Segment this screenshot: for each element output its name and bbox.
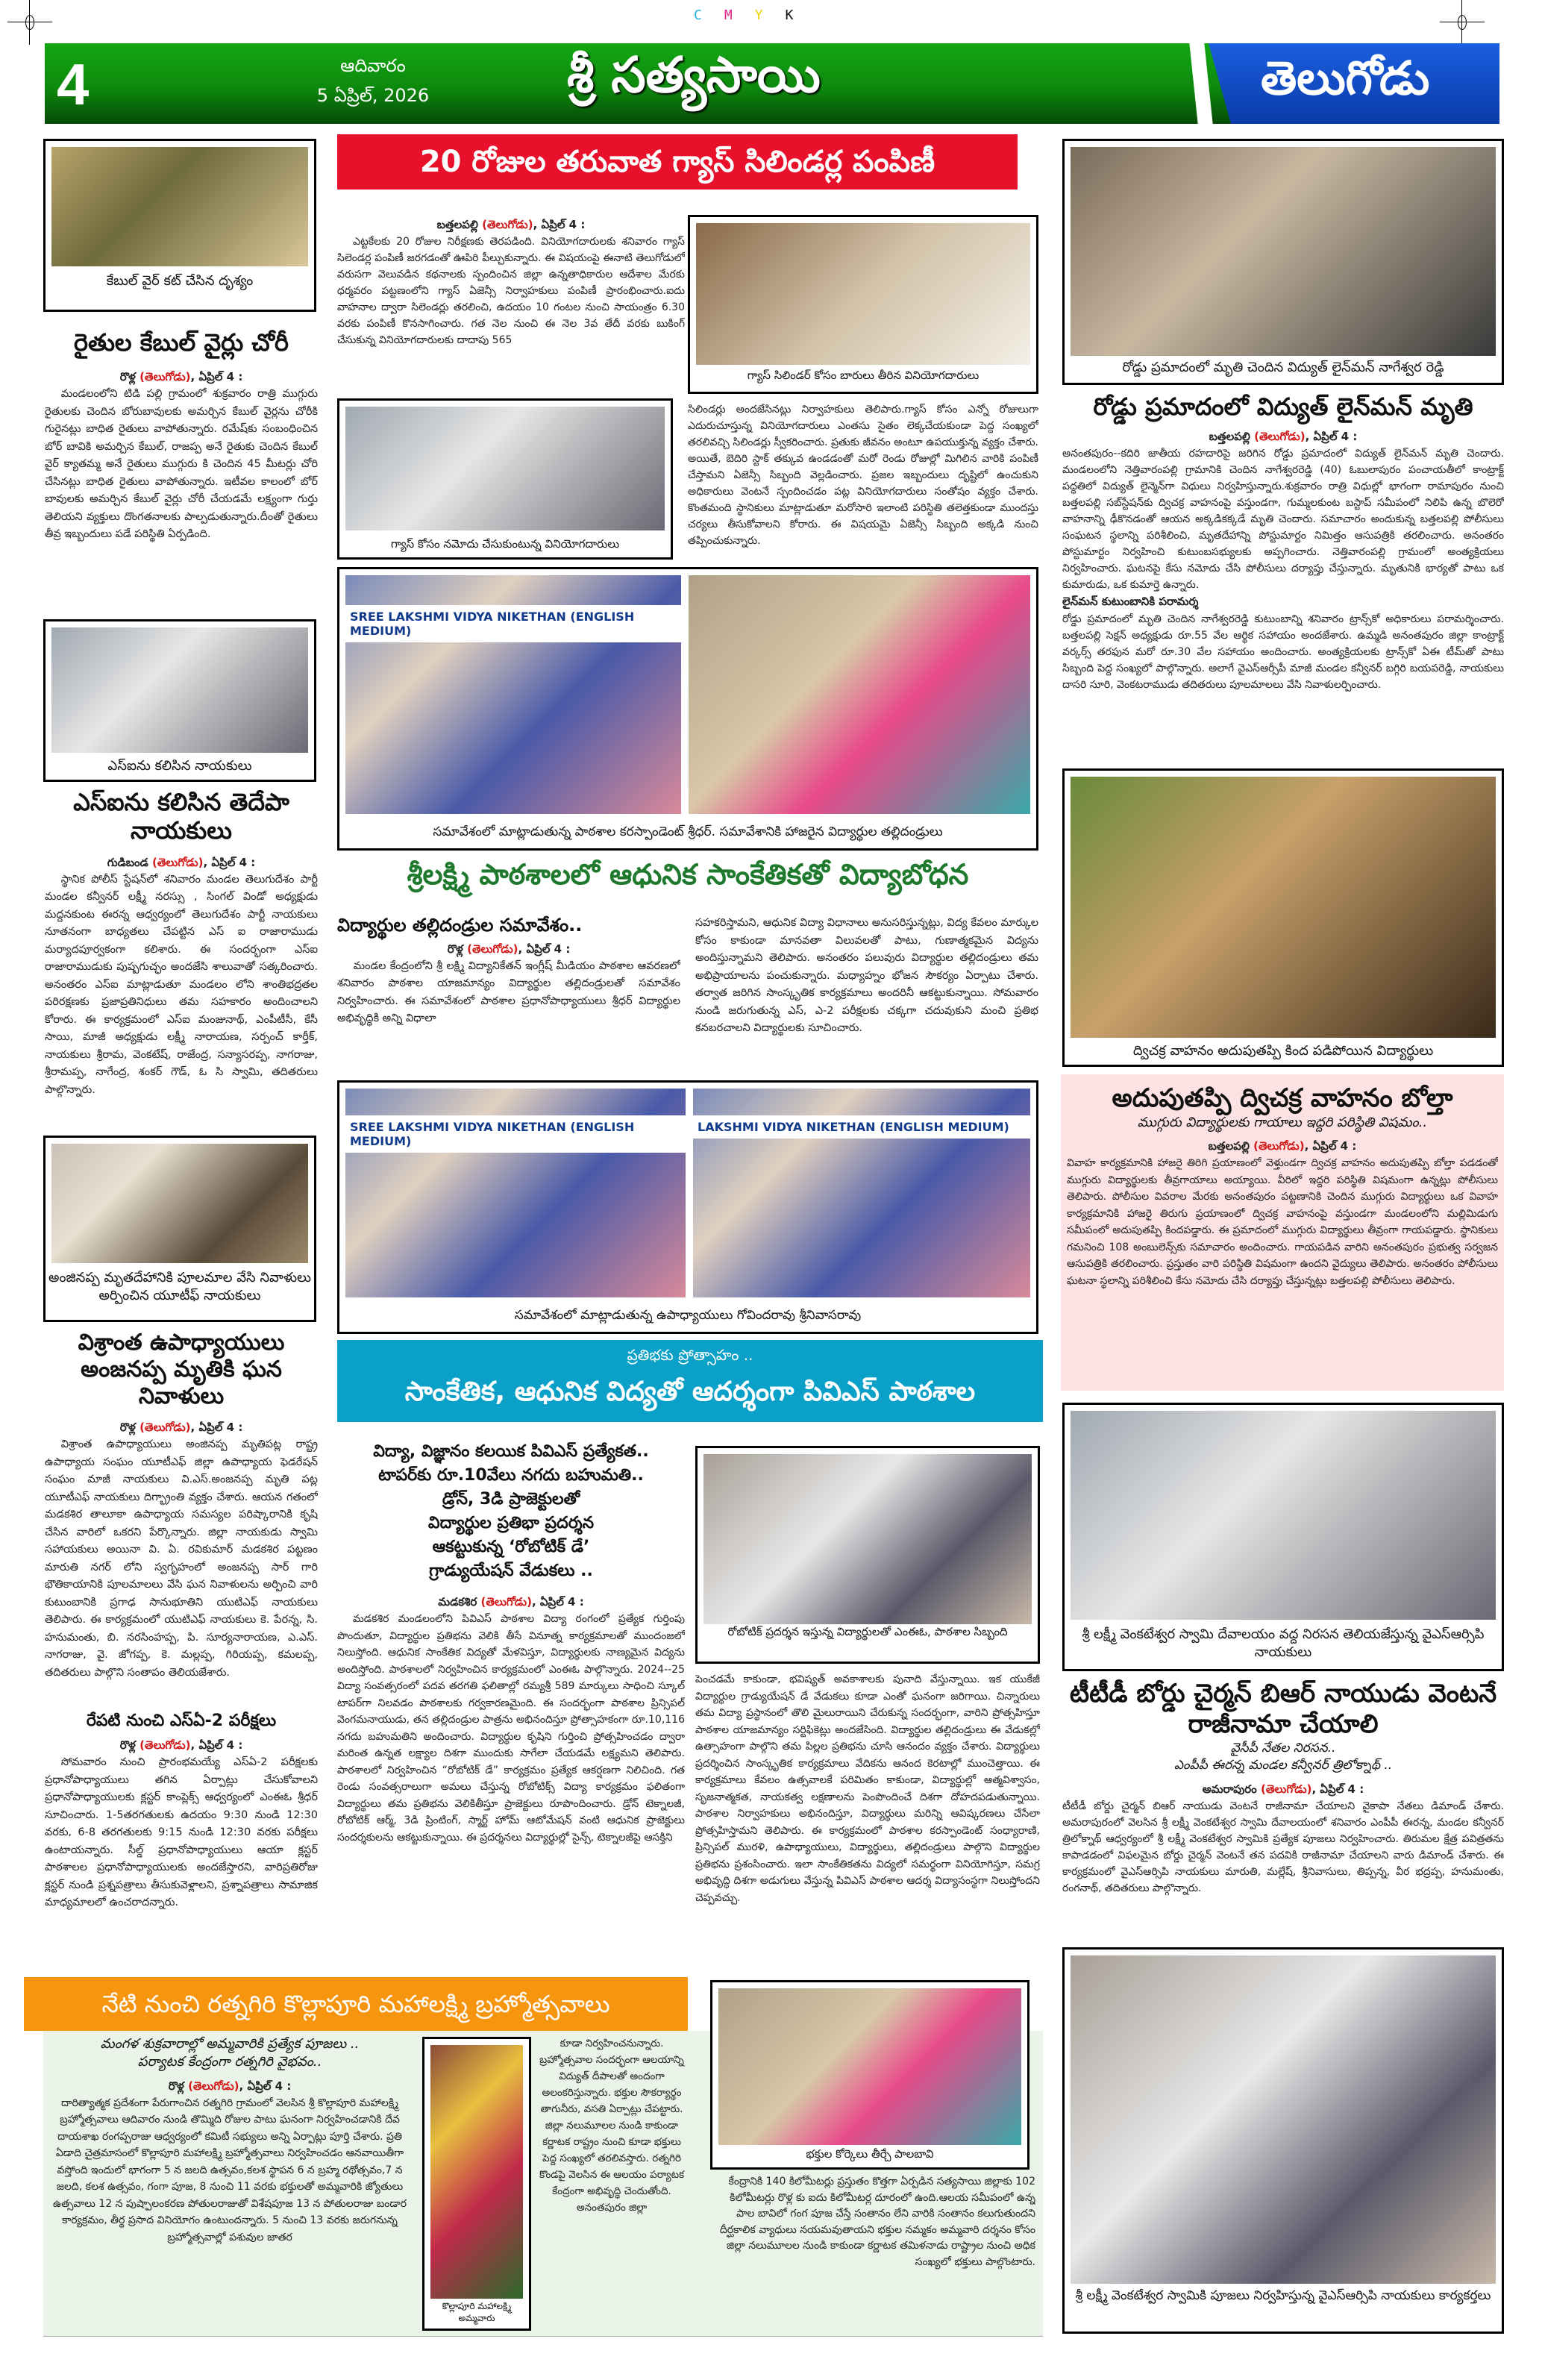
srilakshmi-subhead: విద్యార్థుల తల్లిదండ్రుల సమావేశం.. [337, 915, 583, 936]
photo-caption: కేబుల్ వైర్ కట్ చేసిన దృశ్యం [106, 273, 254, 289]
registration-mark-left [7, 0, 52, 45]
gas-registration-photo [337, 398, 673, 560]
dateline: రొళ్ల (తెలుగోడు), ఏప్రిల్ 4 : [119, 1738, 243, 1753]
dateline: బత్తలపల్లి (తెలుగోడు), ఏప్రిల్ 4 : [1209, 430, 1358, 444]
article-body: కూడా నిర్వహించనున్నారు. బ్రహ్మోత్సవాల సందర్భంగా ఆలయాన్ని విద్యుత్ దీపాలతో అందంగా అలంకరిస్తున్నారు. భక్తుల సౌకర్యార్థం తాగునీరు, వసతి ఏర్పాట్లు చేపట్టారు. జిల్లా నలుమూలల నుండి కాకుండా కర్ణాటక రాష్ట్రం నుంచి కూడా భక్తులు పెద్ద సంఖ్యలో తరలివస్తారు. రత్నగిరి కొండపై వెలసిన ఈ ఆలయం పర్యాటక కేంద్రంగా అభివృద్ధి చెందుతోంది. అనంతపురం జిల్లా [539, 2038, 685, 2214]
cable-photo-image [51, 147, 308, 266]
pvs-deck-line: టాపర్‌కు రూ.10వేలు నగదు బహుమతి.. [378, 1466, 644, 1485]
anjanappa-headline: విశ్రాంత ఉపాధ్యాయులు అంజనప్ప మృతికి ఘన నివాళులు [78, 1330, 285, 1409]
pvs-deck-line: డ్రోన్, 3డి ప్రాజెక్టులతో [442, 1490, 580, 1509]
ratnagiri-story-left [45, 2035, 415, 2334]
article-body: మండల కేంద్రంలోని శ్రీ లక్ష్మి విద్యానికేతన్ ఇంగ్లీష్ మీడియం పాఠశాల ఆవరణలో శనివారం పాఠశాల యాజమాన్యం విద్యార్థుల తల్లిదండ్రులతో సమావేశం నిర్వహించారు. ఈ సమావేశంలో పాఠశాల ప్రధానోపాధ్యాయులు శ్రీధర్ విద్యార్థుల అభివృద్ధికి అన్ని విధాలా [337, 959, 680, 1025]
gas-headline: 20 రోజుల తరువాత గ్యాస్ సిలిండర్ల పంపిణీ [419, 145, 935, 179]
srilakshmi-headline: శ్రీలక్ష్మి పాఠశాలలో ఆధునిక సాంకేతికతో విద్యాబోధన [407, 858, 969, 891]
cable-story [45, 328, 318, 612]
school-sign: SREE LAKSHMI VIDYA NIKETHAN (ENGLISH MEDIUM) [345, 605, 681, 642]
dateline: అమరాపురం (తెలుగోడు), ఏప్రిల్ 4 : [1202, 1782, 1364, 1797]
article-body: సోమవారం నుంచి ప్రారంభమయ్యే ఎస్ఏ-2 పరీక్షలకు ప్రధానోపాధ్యాయులు తగిన ఏర్పాట్లు చేసుకోవాలని ప్రధానోపాధ్యాయులకు క్లస్టర్ కాంప్లెక్స్ ఆధ్వర్యంలో ఎంఈఓ శ్రీధర్ సూచించారు. 1-5తరగతులకు ఉదయం 9:30 నుండి 12:30 వరకు, 6-8 తరగతులకు 9:15 నుండి 12:30 వరకు పరీక్షలు ఉంటాయన్నారు. సీల్డ్ ప్రధానోపాధ్యాయులు ఆయా క్లస్టర్ పాఠశాలల ప్రధానోపాధ్యాయులకు అందజేస్తారని, వారిప్రతిరోజు క్లస్టర్ నుండి ప్రశ్నపత్రాలు తీసుకువెళ్లాలని, ప్రశ్నాపత్రాలు సామాజిక మాధ్యమాలలో ఉంచరాదన్నారు. [45, 1756, 318, 1909]
correspondent-speaking-photo [345, 575, 681, 814]
article-body: మడకశిర మండలంలోని పివిఎస్ పాఠశాల విద్యా రంగంలో ప్రత్యేక గుర్తింపు పొందుతూ, విద్యార్థుల ప్రతిభను వెలికి తీసే వినూత్న కార్యక్రమాలతో ముందంజలో నిలుస్తోంది. ఆధునిక సాంకేతిక విద్యతో మేళవిస్తూ, విద్యార్థులకు నాణ్యమైన విద్యను అందిస్తోంది. పాఠశాలలో నిర్వహించిన కార్యక్రమంలో ఎంఈఓ పాల్గొన్నారు. 2024--25 విద్యా సంవత్సరంలో పదవ తరగతి ఫలితాల్లో రమ్యశ్రీ 589 మార్కులు సాధించి స్కూల్ టాపర్‌గా నిలవడం పాఠశాలకు గర్వకారణమైంది. ఈ సందర్భంగా పాఠశాల ప్రిన్సిపల్ వెంగమనాయుడు, తన తల్లిదండ్రుల పాత్రను అభినందిస్తూ ప్రోత్సాహకంగా రూ.10,116 నగదు బహుమతిని అందించారు. విద్యార్థుల కృషిని గుర్తించి ప్రోత్సహించడం ద్వారా మరింత ఉన్నత లక్ష్యాల దిశగా ముందుకు సాగేలా చేయడమే లక్ష్యమని తెలిపారు. పాఠశాలలో నిర్వహించిన “రోబోటిక్ డే” కార్యక్రమం ప్రత్యేక ఆకర్షణగా నిలిచింది. గత రెండు సంవత్సరాలుగా అమలు చేస్తున్న రోబోటిక్స్ విద్యా కార్యక్రమం ఫలితంగా విద్యార్థులు తమ ప్రతిభను వెలికితీస్తూ ప్రాజెక్టులు రూపొందించారు. డ్రోన్ టెక్నాలజీ, రోబోటిక్ ఆర్మ్, 3డి ప్రింటింగ్, స్మార్ట్ హోమ్ ఆటోమేషన్ వంటి ఆధునిక ప్రాజెక్టులు సందర్శకులను ఆకట్టుకున్నాయి. ఈ ప్రదర్శనలు విద్యార్థుల్లో సైన్స్, టెక్నాలజీపై ఆసక్తిని [337, 1613, 685, 1844]
dateline: మడకశిర (తెలుగోడు), ఏప్రిల్ 4 : [438, 1595, 584, 1609]
teachers-speaking-photos [337, 1080, 1038, 1334]
ttd-protest-photo [1062, 1403, 1504, 1671]
pvs-deck-line: విద్యా, విజ్ఞానం కలయిక పివిఎస్ ప్రత్యేకత.. [373, 1442, 649, 1461]
ttd-puja-photo-image [1071, 1955, 1496, 2284]
cmyk-color-bar [694, 7, 815, 23]
srilakshmi-article-part2 [695, 915, 1038, 1074]
ratnagiri-subhead-2: పర్యాటక కేంద్రంగా రత్నగిరి వైభవం.. [137, 2054, 322, 2070]
si-story [45, 788, 318, 1128]
photo-caption: గ్యాస్ కోసం నమోదు చేసుకుంటున్న వినియోగదారులు [390, 537, 620, 551]
goddess-photo-image [430, 2045, 523, 2299]
photo-caption: భక్తుల కోర్కెలు తీర్చే పాలబావి [806, 2147, 934, 2161]
bike-accident-photo [1062, 768, 1504, 1067]
anjanappa-photo [43, 1136, 316, 1322]
photo-caption: కొల్లాపూరి మహాలక్ష్మి అమ్మవారు [442, 2301, 512, 2323]
lineman-story [1062, 392, 1504, 761]
lineman-photo [1062, 139, 1504, 385]
gas-queue-photo [688, 215, 1038, 394]
ratnagiri-headline-banner [24, 1977, 688, 2031]
article-body: పెంచడమే కాకుండా, భవిష్యత్ అవకాశాలకు పునాది వేస్తున్నాయి. ఇక యుకేజీ విద్యార్థుల గ్రాడ్యుయేషన్ డే వేడుకలు కూడా ఎంతో ఘనంగా జరిగాయి. చిన్నారులు తమ విద్యా ప్రస్థానంలో తొలి మైలురాయిని చేరుకున్న సందర్భంగా, వారిని ప్రోత్సహిస్తూ పాఠశాల యాజమాన్యం సర్టిఫికెట్లు అందజేసింది. విద్యార్థుల తల్లిదండ్రులు ఈ వేడుకల్లో ఉత్సాహంగా పాల్గొని తమ పిల్లల ప్రతిభను చూసి ఆనందం వ్యక్తం చేశారు. విద్యార్థులు ప్రదర్శించిన సాంస్కృతిక కార్యక్రమాలు వేదికను ఆనంద కెరటాల్లో ముంచెత్తాయి. ఈ కార్యక్రమాలు కేవలం ఉత్సవాలకే పరిమితం కాకుండా, విద్యార్థుల్లో ఆత్మవిశ్వాసం, సృజనాత్మకత, నాయకత్వ లక్షణాలను పెంపొందించే దిశగా దోహదపడుతున్నాయి. పాఠశాల నిర్వాహకులు అభినందిస్తూ, విద్యార్థులు మరిన్ని ఆవిష్కరణలు చేసేలా ప్రోత్సహిస్తామని తెలిపారు. ఈ కార్యక్రమంలో పాఠశాల కరస్పాండెంట్ సంధ్యారాణి, ప్రిన్సిపల్ మురళి, ఉపాధ్యాయులు, విద్యార్థులు, తల్లిదండ్రులు పాల్గొని విద్యార్థుల ప్రతిభను ప్రశంసించారు. ఇలా సాంకేతికతను విద్యలో సమర్థంగా వినియోగిస్తూ, సమగ్ర అభివృద్ధి దిశగా అడుగులు వేస్తున్న పివిఎస్ పాఠశాల ఆదర్శ విద్యాసంస్థగా నిలుస్తోందని చెప్పవచ్చు. [695, 1673, 1040, 1904]
pvs-headline-banner [337, 1340, 1043, 1422]
parents-audience-photo [689, 575, 1030, 814]
school-meeting-photos [337, 567, 1038, 851]
page-number: 4 [57, 51, 90, 117]
article-body: మండలంలోని టిడి పల్లి గ్రామంలో శుక్రవారం రాత్రి ముగ్గురు రైతులకు చెందిన బోరుబావులకు అమర్చిన కేబుల్ వైర్లను చోరీకి గురైనట్లు బాధిత రైతులు వాపోతున్నారు. రమేష్‌కు సంబంధించిన బోర్ బావికి అమర్చిన కేబుల్, రాజప్ప అనే రైతుకు చెందిన కేబుల్ వైర్ క్యాతమ్మ అనే రైతులు ముగ్గురు కి చెందిన 45 మీటర్లు చోరి చేసినట్లు బాధిత రైతులు వాపోతున్నారు. ఇటీవల కాలంలో బోర్ బావులకు అమర్చిన కేబుల్ వైర్లు చోరీ చేయడమే లక్ష్యంగా గుర్తు తెలియని వ్యక్తులు దొంగతనాలకు పాల్పడుతున్నారు.దీంతో రైతులు తీవ్ర ఇబ్బందులు పడే పరిస్థితి ఏర్పడింది. [45, 388, 318, 541]
pvs-decks [337, 1440, 685, 1583]
sa2-headline: రేపటి నుంచి ఎస్ఏ-2 పరీక్షలు [86, 1712, 277, 1730]
bike-subhead: ముగ్గురు విద్యార్థులకు గాయాలు ఇద్దరి పరిస్థితి విషమం.. [1137, 1114, 1428, 1130]
gas-headline-banner [337, 134, 1018, 190]
si-photo [43, 619, 316, 782]
newspaper-logo: తెలుగోడు [1261, 53, 1430, 104]
anjanappa-story [45, 1330, 318, 1706]
lineman-headline: రోడ్డు ప్రమాదంలో విద్యుత్ లైన్‌మన్ మృతి [1093, 392, 1473, 421]
article-body: స్థానిక పోలీస్ స్టేషన్‌లో శనివారం మండల తెలుగుదేశం పార్టీ మండల కన్వీనర్ లక్ష్మీ నరస్సు , సింగల్ విండో అధ్యక్షుడు మద్దనకుంట ఈరన్న ఆధ్వర్యంలో తెలుగుదేశం పార్టీ నాయకులు నూతనంగా బాధ్యతలు చేపట్టిన ఎస్ ఐ రాజారాముడు మర్యాదపూర్వకంగా కలిశారు. ఈ సందర్భంగా ఎస్ఐ రాజారాముడుకు పుష్పగుచ్ఛం అందజేసి శాలువాతో సత్కరించారు. అనంతరం ఎస్ఐ మాట్లాడుతూ మండలం లోని శాంతిభద్రతల పరిరక్షణకు ప్రజాప్రతినిధులు తమ సహకారం అందించాలని కోరారు. ఈ కార్యక్రమంలో ఎస్ఐ మంజునాథ్, ఎంపీటీసీ, కేసీ సాయి, మాజీ అధ్యక్షుడు లక్ష్మీ నారాయణ, సర్పంచ్ కార్తీక్, నాయకులు శ్రీరామ, వెంకటేష్, రాజేంద్ర, సన్యాసరప్ప, నాగరాజు, శ్రీరామప్ప, నాగేంద్ర, శంకర్ గౌడ్, ఓ సి స్వామి, తదితరులు పాల్గొన్నారు. [45, 873, 318, 1096]
srilakshmi-article-part1 [337, 941, 680, 1028]
si-photo-image [51, 627, 308, 753]
cable-photo [43, 139, 316, 312]
bike-accident-photo-image [1071, 777, 1496, 1038]
pvs-deck-line: ఆకట్టుకున్న ‘రోబోటిక్ డే’ [432, 1538, 590, 1556]
article-body: సిలిండర్లు అందజేసినట్లు నిర్వాహకులు తెలిపారు.గ్యాస్ కోసం ఎన్నో రోజులుగా ఎదురుచూస్తున్న వినియోగదారులు ఎంతసు సైతం లెక్కచేయకుండా పెద్ద సంఖ్యలో తరలివచ్చి సిలిండర్లు స్వీకరించారు. ప్రతుకు జీవనం అంటూ ఉపయుక్తున్న వ్యక్తం చేశారు. అయితే, బెదిరి స్టాక్ తక్కువ ఉండడంతో మరో రెండు రోజుల్లో మిగిలిన వారికి పంపిణీ చేస్తామని ఏజెన్సీ సిబ్బంది వెల్లడించారు. ప్రజల ఇబ్బందులు దృష్టిలో ఉంచుకుని అధికారులు వెంటనే స్పందించడం పట్ల వినియోగదారులు సంతోషం వ్యక్తం చేశారు. కొంతమంది స్థానికులు మాట్లాడుతూ మరోసారి ఇలాంటి పరిస్థితి తలెత్తకుండా ముందస్తు చర్యలు తీసుకోవాలని కోరారు. ఈ విషయమై ఏజెన్సీ సిబ్బంది అక్కడి నుంచి తప్పించుకున్నారు. [688, 404, 1038, 547]
anjanappa-article [45, 1419, 318, 1682]
ttd-headline: టీటీడీ బోర్డు చైర్మన్ బిఆర్ నాయుడు వెంటనే రాజీనామా చేయాలి [1069, 1679, 1497, 1739]
goddess-photo [422, 2037, 531, 2331]
bike-article [1067, 1138, 1498, 1289]
dateline: రొళ్ల (తెలుగోడు), ఏప్రిల్ 4 : [168, 2079, 292, 2093]
ttd-subhead-2: ఎంపీపీ ఈరన్న మండల కన్వీనర్ త్రిలోక్నాథ్ .. [1173, 1757, 1393, 1773]
photo-caption: సమావేశంలో మాట్లాడుతున్న ఉపాధ్యాయులు గోవిందరావు శ్రీనివాసరావు [514, 1308, 862, 1323]
masthead-date [298, 51, 448, 110]
gas-article-part1 [337, 216, 685, 395]
ratnagiri-article-part3 [718, 2174, 1035, 2334]
school-sign: LAKSHMI VIDYA NIKETHAN (ENGLISH MEDIUM) [693, 1115, 1030, 1139]
article-body: ఎట్టకేలకు 20 రోజుల నిరీక్షణకు తెరపడింది. వినియోగదారులకు శనివారం గ్యాస్ సిలెండర్ల పంపిణీ జరగడంతో ఊపిరి పీల్చుకున్నారు. ఈ విషయంపై ఈనాటి తెలుగోడులో వరుసగా వెలువడిన కథనాలకు స్పందించిన జిల్లా ఉన్నతాధికారుల ఆదేశాల మేరకు ధర్మవరం పట్టణంలోని గ్యాస్ ఏజెన్సీ నిర్వాహకులు పంపిణీ ప్రారంభించారు.ఐదు వాహనాల ద్వారా సిలెండర్లు తరలించి, ఉదయం 10 గంటల నుంచి సాయంత్రం 6.30 వరకు పంపిణీ కొనసాగించారు. గత నెల నుంచి ఈ నెల 3వ తేదీ వరకు బుకింగ్ చేసుకున్న వినియోగదారులకు దాదాపు 565 [337, 236, 685, 346]
cmyk-c: C [694, 7, 724, 23]
dateline: రొళ్ల (తెలుగోడు), ఏప్రిల్ 4 : [119, 1421, 243, 1434]
ratnagiri-article-part2 [539, 2035, 685, 2334]
article-body: రోడ్డు ప్రమాదంలో మృతి చెందిన నాగేశ్వరరెడ్డి కుటుంబాన్ని శనివారం ట్రాన్స్‌కో అధికారులు పరామర్శించారు. బత్తలపల్లి సెక్షన్ అధ్యక్షుడు రూ.55 వేల ఆర్థిక సహాయం అందజేశారు. ఉమ్మడి అనంతపురం జిల్లా కాంట్రాక్ట్ వర్కర్స్ తరఫున మరో రూ.30 వేల సహాయం అందించారు. అంత్యక్రియలకు ట్రాన్స్‌కో ఏఈ టీమ్‌తో పాటు సిబ్బంది పెద్ద సంఖ్యలో పాల్గొన్నారు. అలాగే వైఎస్ఆర్సీపీ మాజీ మండల కన్వీనర్ బగ్గిరి బయపరెడ్డి, నాయకులు దాసరి సూరి, వెంకటరాముడు తదితరులు పూలమాలలు వేసి నివాళులర్పించారు. [1062, 613, 1504, 691]
photo-caption: సమావేశంలో మాట్లాడుతున్న పాఠశాల కరస్పాండెంట్ శ్రీధర్. సమావేశానికి హాజరైన విద్యార్థుల తల్లిదండ్రులు [433, 824, 943, 839]
photo-caption: అంజినప్ప మృతదేహానికి పూలమాల వేసి నివాళులు అర్పించిన యూటీఫ్ నాయకులు [48, 1270, 311, 1303]
photo-caption: రోబోటిక్ ప్రదర్శన ఇస్తున్న విద్యార్థులతో ఎంఈఓ, పాఠశాల సిబ్బంది [727, 1625, 1008, 1638]
article-body: దారిత్యాత్మక ప్రదేశంగా పేరుగాంచిన రత్నగిరి గ్రామంలో వెలసిన శ్రీ కొల్లాపూరి మహాలక్ష్మి బ్రహ్మోత్సవాలు ఆదివారం నుండి తొమ్మిది రోజుల పాటు ఘనంగా నిర్వహించడానికి దేవ దాయశాఖ రంగప్పరాజు ఆధ్వర్యంలో కమిటీ సభ్యులు అన్ని ఏర్పాట్లు పూర్తి చేశారు. ప్రతి ఏడాది చైత్రమాసంలో కొల్లాపూరి మహాలక్ష్మి బ్రహ్మోత్సవాలు నిర్వహించడం ఆనవాయితీగా వస్తోంది ఇందులో భాగంగా 5 న జలది ఉత్సవం,కలశ స్థాపన 6 న బ్రహ్మ రథోత్సవం,7 న జలది, కలశ ఉత్సవం, గంగా పూజ, 8 నుంచి 11 వరకు భక్తులతో అమ్మవారికి జ్యోతులు ఉత్సవాలు 12 న పుష్పాలంకరణ పోతులరాజుతో విశేషపూజ 13 న పోతులరాజు బండార కార్యక్రమం, తీర్థ ప్రసాద వినియోగం ఉంటుందన్నారు. 5 నుంచి 13 వరకు జరుగనున్న బ్రహ్మోత్సవాల్లో పశువుల జాతర [52, 2096, 407, 2243]
article-body: టీటీడీ బోర్డు చైర్మన్ బిఆర్ నాయుడు వెంటనే రాజీనామా చేయాలని వైకాపా నేతలు డిమాండ్ చేశారు. అమరాపురంలో వెలసిన శ్రీ లక్ష్మీ వెంకటేశ్వర స్వామి దేవాలయంలో శనివారం ఎంపీపీ ఈరన్న, మండల కన్వీనర్ త్రిలోక్నాథ్ ఆధ్వర్యంలో శ్రీ లక్ష్మీ వెంకటేశ్వర స్వామికి ప్రత్యేక పూజలు నిర్వహించారు. తిరుమల క్షేత్ర పవిత్రతను కాపాడడంలో విఫలమైన బోర్డు చైర్మన్ వెంటనే తన పదవికి రాజీనామా చేయాలని వారు డిమాండ్ చేశారు. ఈ కార్యక్రమంలో వైఎస్ఆర్సిపి నాయకులు మారుతి, మల్లేష్, శ్రీనివాసులు, తిప్పన్న, వీర భద్రప్ప, హనుమంతు, రంగనాథ్, తదితరులు పాల్గొన్నారు. [1062, 1800, 1504, 1895]
ttd-puja-photo [1062, 1947, 1504, 2334]
cable-headline: రైతుల కేబుల్ వైర్లు చోరీ [73, 328, 289, 357]
palabavi-photo-image [718, 1988, 1021, 2145]
dateline: గుడిబండ (తెలుగోడు), ఏప్రిల్ 4 : [107, 855, 256, 869]
si-article [45, 854, 318, 1100]
ratnagiri-article-part1 [45, 2078, 415, 2246]
registration-mark-right [1440, 0, 1485, 45]
photo-caption: ఎస్ఐను కలిసిన నాయకులు [107, 758, 252, 774]
pvs-article-part1 [337, 1594, 685, 1846]
photo-caption: శ్రీ లక్ష్మీ వెంకటేశ్వర స్వామి దేవాలయం వద్ద నిరసన తెలియజేస్తున్న వైఎస్ఆర్సిపి నాయకులు [1082, 1626, 1485, 1660]
ttd-protest-photo-image [1071, 1411, 1496, 1620]
photo-caption: శ్రీ లక్ష్మీ వెంకటేశ్వర స్వామికి పూజలు నిర్వహిస్తున్న వైఎస్ఆర్సిపి నాయకులు కార్యకర్తలు [1075, 2288, 1491, 2303]
masthead-full-date: 5 ఏప్రిల్, 2026 [316, 85, 430, 106]
anjanappa-photo-image [51, 1144, 308, 1263]
lineman-photo-image [1071, 147, 1496, 356]
pvs-deck-line: గ్రాడ్యుయేషన్ వేడుకలు .. [429, 1562, 593, 1580]
ttd-story [1062, 1679, 1504, 1941]
dateline: రొళ్ల (తెలుగోడు), ఏప్రిల్ 4 : [119, 370, 243, 384]
dateline: బత్తలపల్లి (తెలుగోడు), ఏప్రిల్ 4 : [1208, 1139, 1357, 1153]
bike-story [1061, 1074, 1504, 1391]
palabavi-photo [710, 1980, 1029, 2170]
dateline: బత్తలపల్లి (తెలుగోడు), ఏప్రిల్ 4 : [436, 218, 586, 231]
pvs-article-part2 [695, 1671, 1040, 1971]
article-body: అనంతపురం--కదిరి జాతీయ రహదారిపై జరిగిన రోడ్డు ప్రమాదంలో విద్యుత్ లైన్‌మన్ మృతి చెందారు. మండలంలోని నెత్తివారంపల్లి గ్రామానికి చెందిన నాగేశ్వరరెడ్డి (40) ఓబులాపురం పంచాయతీలో కాంట్రాక్ట్ పద్ధతిలో విద్యుత్ లైన్మెన్‌గా విధులు నిర్వహిస్తున్నారు.శుక్రవారం రాత్రి విధుల్లో భాగంగా రామాపురం నుంచి బత్తలపల్లి సబ్‌స్టేషన్‌కు ద్విచక్ర వాహనంపై వస్తుండగా, గుమ్మలకుంట బస్టాప్ సమీపంలో నిలిపి ఉన్న బొలెరో వాహనాన్ని ఢీకొనడంతో ఆయన అక్కడికక్కడే మృతి చెందారు. సమాచారం అందుకున్న బత్తలపల్లి పోలీసులు సంఘటన స్థలాన్ని పరిశీలించి, మృతదేహాన్ని పోస్టుమార్టం నిమిత్తం ఆసుపత్రికి తరలించారు. అనంతరం పోస్టుమార్టం నిర్వహించి కుటుంబసభ్యులకు అప్పగించారు. నెత్తివారంపల్లి గ్రామంలో అంత్యక్రియలు నిర్వహించారు. ఘటనపై కేసు నమోదు చేసి పోలీసులు దర్యాప్తు చేస్తున్నారు. మృతునికి భార్యతో పాటు ఒక కుమారుడు, ఒక కుమార్తె ఉన్నారు. [1062, 448, 1504, 592]
srilakshmi-story-left [337, 915, 680, 1074]
gas-queue-photo-image [696, 223, 1030, 365]
ttd-subhead-1: వైసీపీ నేతల నిరసన.. [1230, 1740, 1336, 1756]
photo-caption: ద్విచక్ర వాహనం అదుపుతప్పి కింద పడిపోయిన విద్యార్థులు [1132, 1043, 1434, 1059]
article-body: కేంద్రానికి 140 కిలోమీటర్లు ప్రస్తుతం కొత్తగా ఏర్పడిన సత్యసాయి జిల్లాకు 102 కిలోమీటర్లు రొళ్ల కు ఐదు కిలోమీటర్ల దూరంలో ఉంది.ఆలయ సమీపంలో ఉన్న పాల బావిలో గంగ పూజ చేస్తే సంతానం లేని వారికి సంతానం కలుగుతుందని దీర్ఘకాలిక వ్యాధులు నయమవుతాయని భక్తుల నమ్మకం అమ్మవారి దర్శనం కోసం జిల్లా నలుమూలల నుండి కాకుండా కర్ణాటక తమిళనాడు రాష్ట్రాల నుంచి అధిక సంఖ్యలో భక్తులు పాల్గొంటారు. [719, 2176, 1035, 2268]
gas-registration-photo-image [345, 407, 665, 530]
cmyk-m: M [724, 7, 755, 23]
school-sign: SREE LAKSHMI VIDYA NIKETHAN (ENGLISH MEDIUM) [345, 1115, 686, 1153]
robotic-day-photo-image [703, 1454, 1032, 1624]
ratnagiri-headline: నేటి నుంచి రత్నగిరి కొల్లాపూరి మహాలక్ష్మి బ్రహ్మోత్సవాలు [101, 1990, 610, 2018]
sa2-story [45, 1712, 318, 1970]
cable-article [45, 369, 318, 544]
photo-caption: రోడ్డు ప్రమాదంలో మృతి చెందిన విద్యుత్ లైన్‌మన్ నాగేశ్వర రెడ్డి [1122, 360, 1444, 375]
article-body: సహకరిస్తామని, ఆధునిక విద్యా విధానాలు అనుసరిస్తున్నట్లు, విద్య కేవలం మార్కుల కోసం కాకుండా మానవతా విలువలతో పాటు, గుణాత్మకమైన విద్యను అందిస్తున్నామని తెలిపారు. అనంతరం పలువురు విద్యార్థుల తల్లిదండ్రులు తమ అభిప్రాయాలను పంచుకున్నారు. మధ్యాహ్నం భోజన సౌకర్యం ఏర్పాటు చేశారు. తర్వాత జరిగిన సాంస్కృతిక కార్యక్రమాలు అందరినీ ఆకట్టుకున్నాయి. సోమవారం నుండి జరుగుతున్న ఎస్, ఎ-2 పరీక్షలకు చక్కగా చదువుకుని మంచి ప్రతిభ కనబరచాలని విద్యార్థులకు సూచించారు. [695, 917, 1038, 1034]
teacher-photo-left [345, 1089, 686, 1297]
article-body: వివాహ కార్యక్రమానికి హాజరై తిరిగి ప్రయాణంలో వెళ్తుండగా ద్విచక్ర వాహనం అదుపుతప్పి బోల్తా పడడంతో ముగ్గురు విద్యార్థులకు తీవ్రగాయాలు అయ్యాయి. వీరిలో ఇద్దరి పరిస్థితి విషమంగా ఉన్నట్లు పోలీసులు తెలిపారు. పోలీసుల వివరాల మేరకు అనంతపురం పట్టణానికి చెందిన ముగ్గురు విద్యార్థులు ఒక వివాహ కార్యక్రమానికి హాజరై తిరుగు ప్రయాణంలో ద్విచక్ర వాహనంపై వస్తుండగా మండలంలోని మల్లిమిడుగు సమీపంలో అదుపుతప్పి కిందపడ్డారు. ఈ ప్రమాదంలో ముగ్గురు విద్యార్థులు తీవ్రంగా గాయపడ్డారు. స్థానికులు గమనించి 108 అంబులెన్స్‌కు సమాచారం అందించారు. గాయపడిన వారిని అనంతపురం ప్రభుత్వ సర్వజన ఆసుపత్రికి తరలించారు. ప్రస్తుతం వారి పరిస్థితి విషమంగా ఉందని వైద్యులు తెలిపారు. అనంతరం పోలీసులు ఘటనా స్థలాన్ని పరిశీలించి కేసు నమోదు చేసి దర్యాప్తు చేస్తున్నట్లు బత్తలపల్లి పోలీసులు తెలిపారు. [1067, 1157, 1498, 1287]
cmyk-k: K [785, 7, 816, 23]
teacher-photo-right [693, 1089, 1030, 1297]
article-body: విశ్రాంత ఉపాధ్యాయులు అంజినప్ప మృతిపట్ల రాష్ట్ర ఉపాధ్యాయ సంఘం యూటీఎఫ్ జిల్లా ఉపాధ్యాయ ఫెడరేషన్ సంఘం మాజీ నాయకులు వి.ఎస్.అంజనప్ప మృతి పట్ల యూటీఎఫ్ నాయకులు దిగ్భ్రాంతి వ్యక్తం చేశారు. ఆయన గతంలో మడకశిర తాలూకా ఉపాధ్యాయ సమస్యల పరిష్కారానికి కృషి చేసిన వారిలో ఒకరని పేర్కొన్నారు. జిల్లా నాయకుడు స్వామి సహాయకులు అయినా వి. ఏ. రవికుమార్ మడకశిర పట్టణం మారుతి నగర్ లోని స్వగృహంలో అంజనప్ప సార్ గారి భౌతికాయానికి పూలమాలలు వేసి ఘన నివాళులను అర్పించి వారి కుటుంబానికి ప్రగాఢ సానుభూతిని యుటిఎఫ్ నాయకులు తెలిపారు. ఈ కార్యక్రమంలో యుటిఎఫ్ నాయకులు కె. పేరన్న, సి. హనుమంతు, బి. నరసింహప్ప, పి. సూర్యనారాయణ, ఎ.ఎస్. నాగరాజు, వై. జోగప్ప, కె. మల్లప్ప, గిరియప్ప, కమలప్ప, తదితరులు పాల్గొని సంతాపం తెలియజేశారు. [45, 1438, 318, 1679]
ttd-article [1062, 1781, 1504, 1897]
lineman-subhead: లైన్‌మన్ కుటుంబానికి పరామర్శ [1062, 595, 1199, 609]
si-headline: ఎస్ఐను కలిసిన తెదేపా నాయకులు [73, 788, 289, 845]
ratnagiri-subhead-1: మంగళ శుక్రవారాల్లో అమ్మవారికి ప్రత్యేక పూజలు .. [100, 2036, 360, 2052]
district-title: శ్రీ సత్యసాయి [567, 46, 821, 104]
masthead-day: ఆదివారం [340, 55, 406, 76]
dateline: రొళ్ల (తెలుగోడు), ఏప్రిల్ 4 : [447, 942, 571, 956]
robotic-day-photo [695, 1446, 1040, 1664]
sa2-article [45, 1737, 318, 1912]
pvs-deck-line: విద్యార్థుల ప్రతిభా ప్రదర్శన [427, 1514, 595, 1532]
bike-headline: అదుపుతప్పి ద్విచక్ర వాహనం బోల్తా [1112, 1083, 1453, 1113]
photo-caption: గ్యాస్ సిలిండర్ కోసం బారులు తీరిన వినియోగదారులు [747, 369, 980, 382]
pvs-kicker: ప్రతిభకు ప్రోత్సాహం .. [627, 1346, 753, 1364]
lineman-article [1062, 428, 1504, 693]
cmyk-y: Y [754, 7, 786, 23]
pvs-story-left [337, 1440, 685, 1971]
pvs-headline: సాంకేతిక, ఆధునిక విద్యతో ఆదర్శంగా పివిఎస్ పాఠశాల [404, 1377, 976, 1407]
gas-article-part2 [688, 401, 1038, 561]
